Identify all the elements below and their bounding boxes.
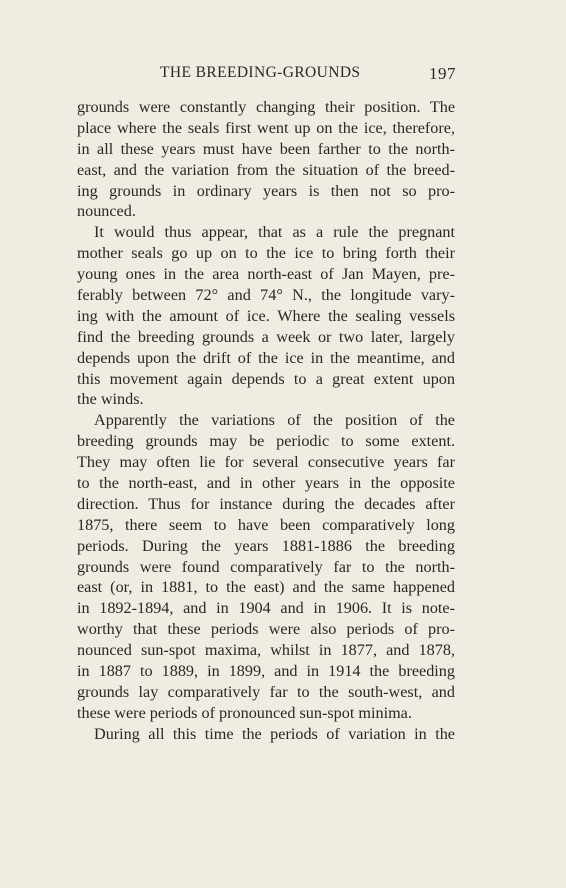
paragraph (77, 410, 455, 723)
text-line: place where the seals first went up on the ice, therefore, (77, 118, 455, 137)
page-header (78, 64, 456, 88)
text-line: nounced. (77, 202, 136, 221)
text-line: periods. During the years 1881-1886 the breeding (77, 536, 455, 555)
text-line: ing with the amount of ice. Where the sealing vessels (77, 306, 455, 325)
text-line: depends upon the drift of the ice in the meantime, and (77, 348, 455, 367)
page-number: 197 (429, 64, 456, 83)
text-line: east, and the variation from the situation of the breed- (77, 160, 455, 179)
paragraph (77, 222, 455, 410)
text-line: worthy that these periods were also periods of pro- (77, 620, 455, 639)
text-line: They may often lie for several consecutive years far (77, 453, 455, 472)
text-line: in all these years must have been farther to the north- (77, 139, 455, 158)
running-title: THE BREEDING-GROUNDS (160, 64, 361, 81)
text-line: find the breeding grounds a week or two later, largely (77, 327, 455, 346)
text-line: young ones in the area north-east of Jan Mayen, pre- (77, 265, 455, 284)
text-line: these were periods of pronounced sun-spot minima. (77, 703, 412, 722)
paragraph (77, 724, 455, 745)
text-line: ing grounds in ordinary years is then not so pro- (77, 181, 455, 200)
text-line: It would thus appear, that as a rule the pregnant (94, 223, 455, 242)
text-line: nounced sun-spot maxima, whilst in 1877, and 1878, (77, 641, 455, 660)
body-text (77, 97, 455, 745)
text-line: ferably between 72° and 74° N., the longitude vary- (77, 286, 455, 305)
text-line: grounds lay comparatively far to the south-west, and (77, 682, 455, 701)
text-line: 1875, there seem to have been comparatively long (77, 515, 455, 534)
text-line: mother seals go up on to the ice to bring forth their (77, 244, 455, 263)
text-line: in 1887 to 1889, in 1899, and in 1914 the breeding (77, 662, 455, 681)
text-line: grounds were found comparatively far to the north- (77, 557, 455, 576)
paragraph (77, 97, 455, 222)
text-line: breeding grounds may be periodic to some extent. (77, 432, 455, 451)
text-line: During all this time the periods of variation in the (94, 724, 455, 743)
text-line: to the north-east, and in other years in the opposite (77, 474, 455, 493)
text-line: in 1892-1894, and in 1904 and in 1906. It is note- (77, 599, 455, 618)
text-line: the winds. (77, 390, 144, 409)
text-line: Apparently the variations of the position of the (94, 411, 455, 430)
text-line: east (or, in 1881, to the east) and the same happened (77, 578, 455, 597)
text-line: this movement again depends to a great extent upon (77, 369, 455, 388)
text-line: grounds were constantly changing their position. The (77, 98, 455, 116)
text-line: direction. Thus for instance during the decades after (77, 494, 455, 513)
